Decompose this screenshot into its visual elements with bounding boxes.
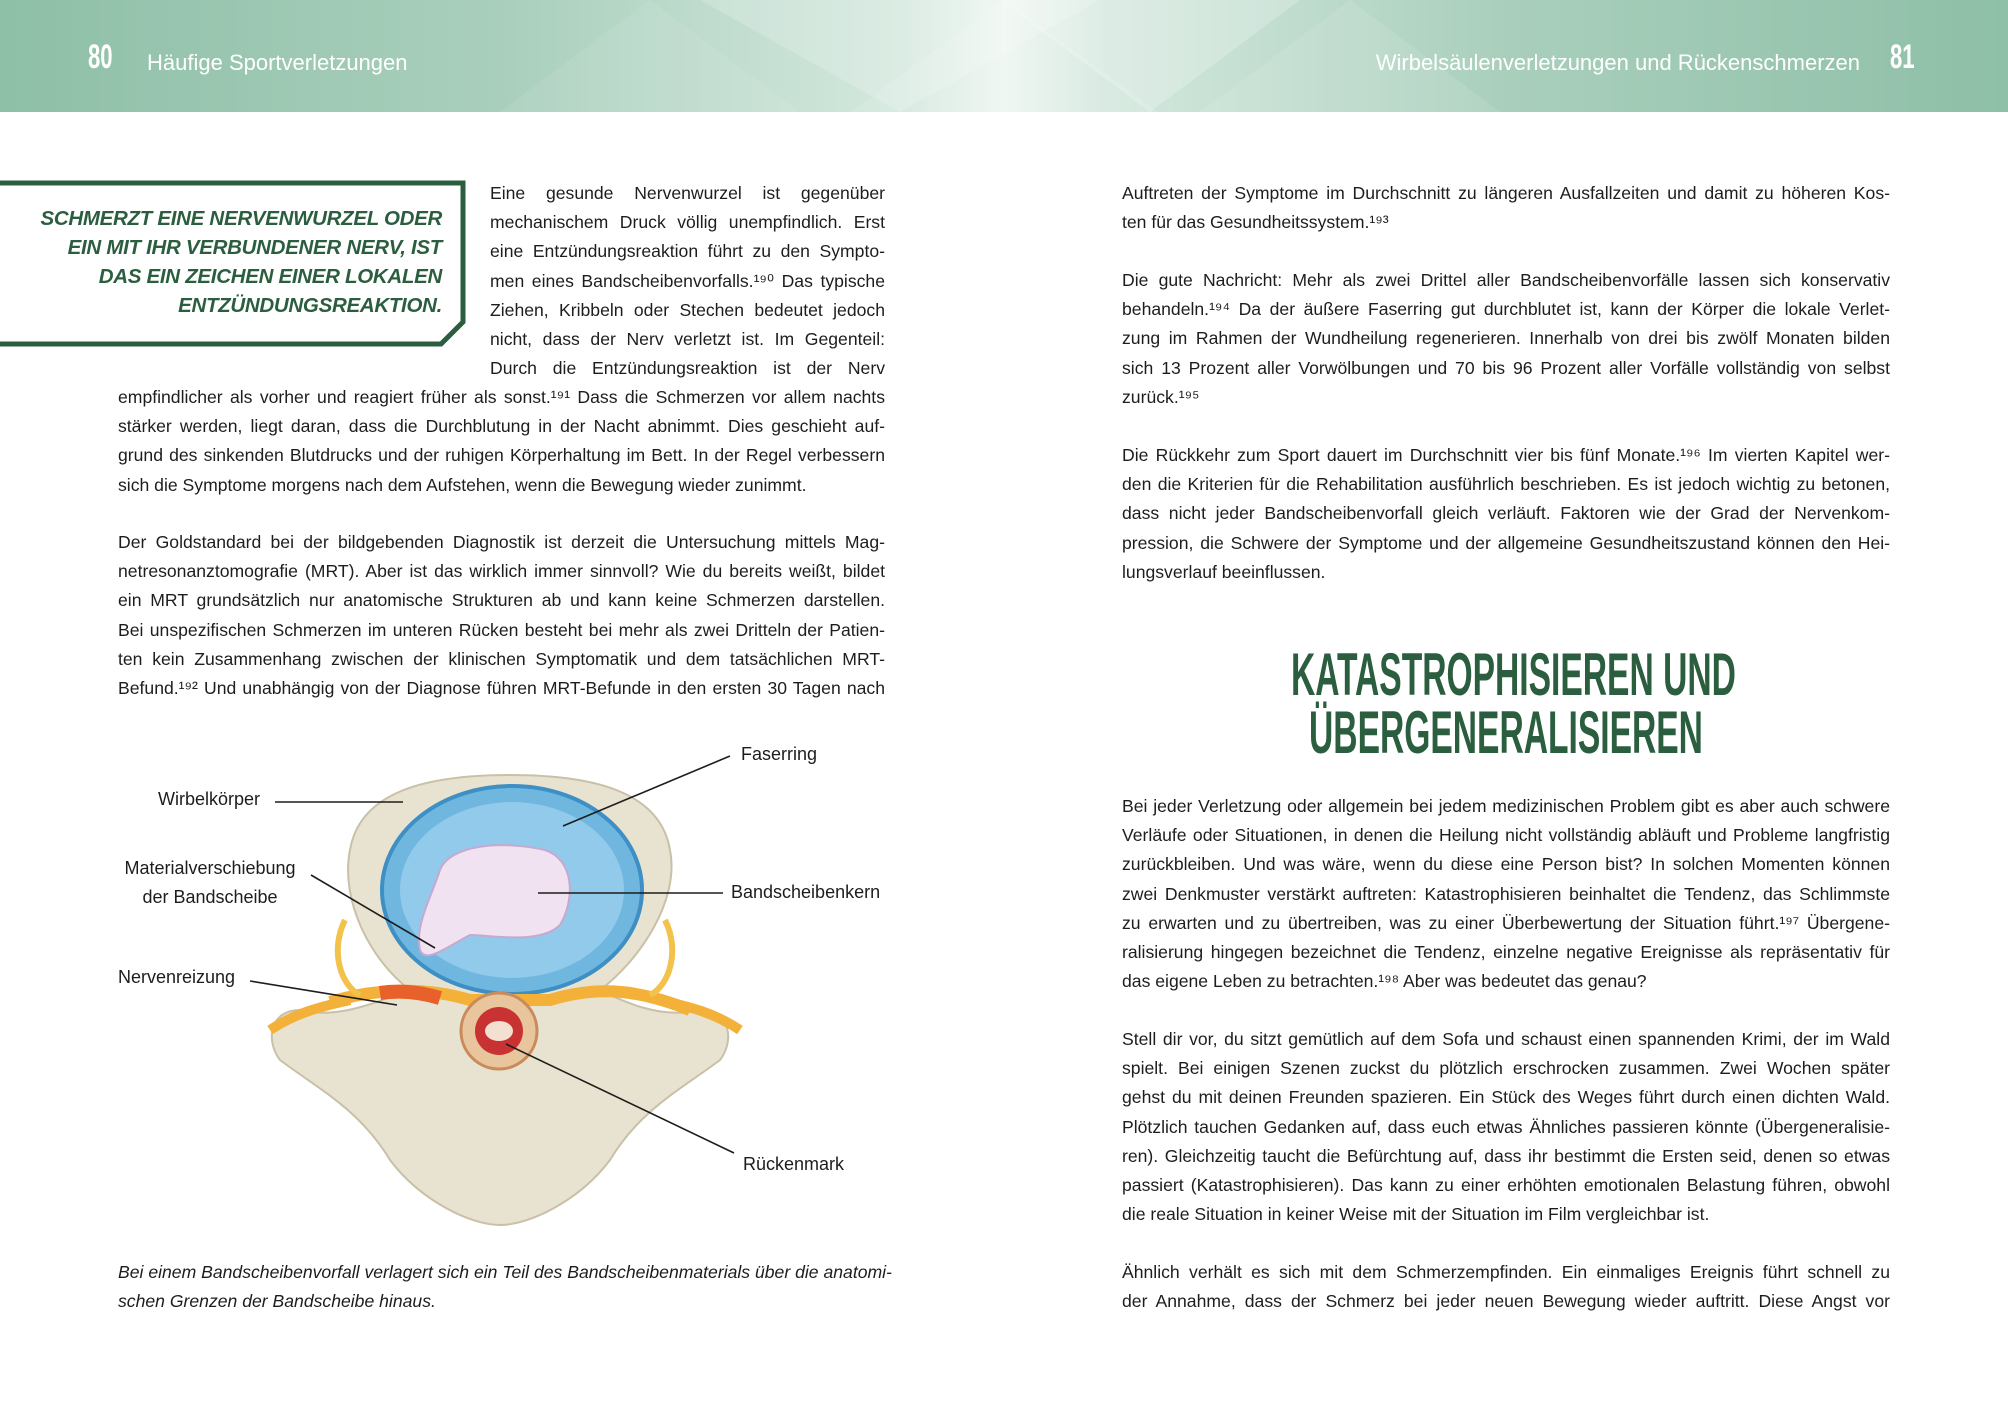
right-paragraph-5 [1122, 1025, 1890, 1229]
label-line: Materialverschiebung [124, 858, 296, 878]
label-bandscheibenkern: Bandscheibenkern [731, 882, 881, 902]
text-line: grund des sinkenden Blutdrucks und der ruhigen Körperhaltung im Bett. In der Regel verbessern [118, 445, 885, 466]
text-line: die reale Situation in keiner Weise mit der Situation im Film vergleichbar ist. [1122, 1204, 1710, 1225]
pull-quote-line: ENTZÜNDUNGSREAKTION. [178, 294, 442, 317]
text-line: Auftreten der Symptome im Durchschnitt zu längeren Ausfallzeiten und damit zu höheren Kos- [1122, 183, 1890, 203]
text-line: das eigene Leben zu betrachten.¹⁹⁸ Aber was bedeutet das genau? [1122, 971, 1647, 992]
label-materialverschiebung [120, 854, 300, 912]
text-line: Ziehen, Kribbeln oder Stechen bedeutet jedoch [490, 299, 885, 320]
left-paragraph-1-top [490, 179, 885, 383]
text-line: ein MRT grundsätzlich nur anatomische Strukturen ab und kann keine Schmerzen darstellen. [118, 590, 885, 611]
text-line: ralisierung hingegen bezeichnet die Tendenz, einzelne negative Ereignisse als repräsentativ für [1122, 941, 1890, 962]
figure-caption [118, 1258, 892, 1316]
text-line: eine Entzündungsreaktion führt zu den Sympto- [490, 241, 885, 262]
text-line: Bei einem Bandscheibenvorfall verlagert sich ein Teil des Bandscheibenmaterials über die anatomi- [118, 1262, 892, 1282]
label-nervenreizung: Nervenreizung [118, 967, 236, 987]
text-line: gehst du mit deinen Freunden spazieren. Ein Stück des Weges führt durch einen dichten Wald. [1122, 1087, 1890, 1108]
text-line: zurückbleiben. Und was wäre, wenn du diese eine Person bist? In solchen Momenten können [1122, 854, 1890, 875]
text-line: Eine gesunde Nervenwurzel ist gegenüber [490, 183, 885, 203]
left-page-number: 80 [88, 38, 113, 76]
text-line: Bei unspezifischen Schmerzen im unteren Rücken besteht bei mehr als zwei Dritteln der Patien- [118, 619, 885, 640]
text-line: zwei Denkmuster verstärkt auftreten: Katastrophisieren beinhaltet die Tendenz, das Schlimmste [1122, 883, 1890, 904]
text-line: ten für das Gesundheitssystem.¹⁹³ [1122, 212, 1389, 233]
pull-quote [0, 204, 442, 320]
pull-quote-line: SCHMERZT EINE NERVENWURZEL ODER [40, 207, 442, 230]
text-line: dass nicht jeder Bandscheibenvorfall gleich verläuft. Faktoren wie der Grad der Nervenkom- [1122, 503, 1890, 524]
text-line: der Annahme, dass der Schmerz bei jeder neuen Bewegung wieder auftritt. Diese Angst vor [1122, 1291, 1890, 1312]
pull-quote-line: EIN MIT IHR VERBUNDENER NERV, IST [67, 236, 442, 259]
text-line: Der Goldstandard bei der bildgebenden Diagnostik ist derzeit die Untersuchung mittels Mag- [118, 532, 885, 552]
right-running-title: Wirbelsäulenverletzungen und Rückenschmerzen [1375, 50, 1860, 75]
right-paragraph-4 [1122, 792, 1890, 996]
section-heading [1122, 641, 1890, 766]
text-line: zu erwarten und zu übertreiben, was zu einer Überbewertung der Situation führt.¹⁹⁷ Übergene- [1122, 912, 1890, 933]
left-paragraph-1-bottom [118, 383, 885, 500]
left-paragraph-2 [118, 528, 885, 703]
text-line: ten kein Zusammenhang zwischen der klinischen Symptomatik und dem tatsächlichen MRT- [118, 648, 885, 669]
pull-quote-line: DAS EIN ZEICHEN EINER LOKALEN [98, 265, 442, 288]
text-line: behandeln.¹⁹⁴ Da der äußere Faserring gut durchblutet ist, kann der Körper die lokale Verlet- [1122, 299, 1890, 320]
text-line: men eines Bandscheibenvorfalls.¹⁹⁰ Das typische [490, 270, 885, 291]
text-line: spielt. Bei einigen Szenen zuckst du plötzlich erschrocken zusammen. Zwei Wochen später [1122, 1058, 1890, 1079]
text-line: den die Kriterien für die Rehabilitation ausführlich beschrieben. Es ist jedoch wichtig zu betonen, [1122, 474, 1890, 495]
text-line: sich 13 Prozent aller Vorwölbungen und 70 bis 96 Prozent aller Vorfälle vollständig von selbst [1122, 357, 1890, 378]
label-line: der Bandscheibe [142, 887, 278, 907]
text-line: ren). Gleichzeitig taucht die Befürchtung auf, dass ihr bestimmt die Ersten seid, denen so etwas [1122, 1145, 1890, 1166]
text-line: Verläufe oder Situationen, in denen die Heilung nicht vollständig abläuft und Probleme langfristig [1122, 825, 1890, 846]
text-line: stärker werden, liegt daran, dass die Durchblutung in der Nacht abnimmt. Dies geschieht auf- [118, 416, 885, 437]
text-line: schen Grenzen der Bandscheibe hinaus. [118, 1291, 436, 1312]
text-line: Plötzlich tauchen Gedanken auf, dass euch etwas Ähnliches passieren könnte (Übergeneralisie- [1122, 1116, 1890, 1137]
heading-line: KATASTROPHISIEREN UND [1290, 641, 1736, 708]
text-line: passiert (Katastrophisieren). Das kann zu einer erhöhten emotionalen Belastung führen, obwohl [1122, 1174, 1890, 1195]
text-line: netresonanztomografie (MRT). Aber ist das wirklich immer sinnvoll? Wie du bereits weißt, bildet [118, 561, 885, 582]
text-line: Durch die Entzündungsreaktion ist der Nerv [490, 358, 885, 379]
text-line: sich die Symptome morgens nach dem Aufstehen, wenn die Bewegung wieder zunimmt. [118, 474, 807, 495]
text-line: mechanischem Druck völlig unempfindlich. Erst [490, 212, 885, 233]
text-line: Stell dir vor, du sitzt gemütlich auf dem Sofa und schaust einen spannenden Krimi, der im Wald [1122, 1029, 1890, 1049]
text-line: Befund.¹⁹² Und unabhängig von der Diagnose führen MRT-Befunde in den ersten 30 Tagen nach [118, 677, 885, 698]
text-line: Bei jeder Verletzung oder allgemein bei jedem medizinischen Problem gibt es aber auch schwere [1122, 796, 1890, 816]
text-line: pression, die Schwere der Symptome und der allgemeine Gesundheitszustand können den Hei- [1122, 532, 1890, 553]
text-line: nicht, dass der Nerv verletzt ist. Im Gegenteil: [490, 328, 885, 349]
label-faserring: Faserring [741, 744, 818, 764]
text-line: zurück.¹⁹⁵ [1122, 386, 1200, 407]
text-line: zung im Rahmen der Wundheilung regenerieren. Innerhalb von drei bis zwölf Monaten bilden [1122, 328, 1890, 349]
heading-line: ÜBERGENERALISIEREN [1309, 699, 1703, 766]
right-paragraph-2 [1122, 266, 1890, 412]
right-paragraph-1 [1122, 179, 1890, 237]
text-line: Die Rückkehr zum Sport dauert im Durchschnitt vier bis fünf Monate.¹⁹⁶ Im vierten Kapitel wer- [1122, 445, 1890, 465]
text-line: empfindlicher als vorher und reagiert früher als sonst.¹⁹¹ Dass die Schmerzen vor allem nachts [118, 387, 885, 407]
label-wirbelkoerper: Wirbelkörper [158, 789, 261, 809]
label-rueckenmark: Rückenmark [743, 1154, 845, 1174]
text-line: lungsverlauf beeinflussen. [1122, 561, 1326, 582]
right-paragraph-3 [1122, 441, 1890, 587]
text-line: Die gute Nachricht: Mehr als zwei Drittel aller Bandscheibenvorfälle lassen sich konservativ [1122, 270, 1890, 290]
right-page-number: 81 [1890, 38, 1915, 76]
text-line: Ähnlich verhält es sich mit dem Schmerzempfinden. Ein einmaliges Ereignis führt schnell zu [1122, 1262, 1890, 1282]
right-paragraph-6 [1122, 1258, 1890, 1316]
left-running-title: Häufige Sportverletzungen [147, 50, 408, 75]
